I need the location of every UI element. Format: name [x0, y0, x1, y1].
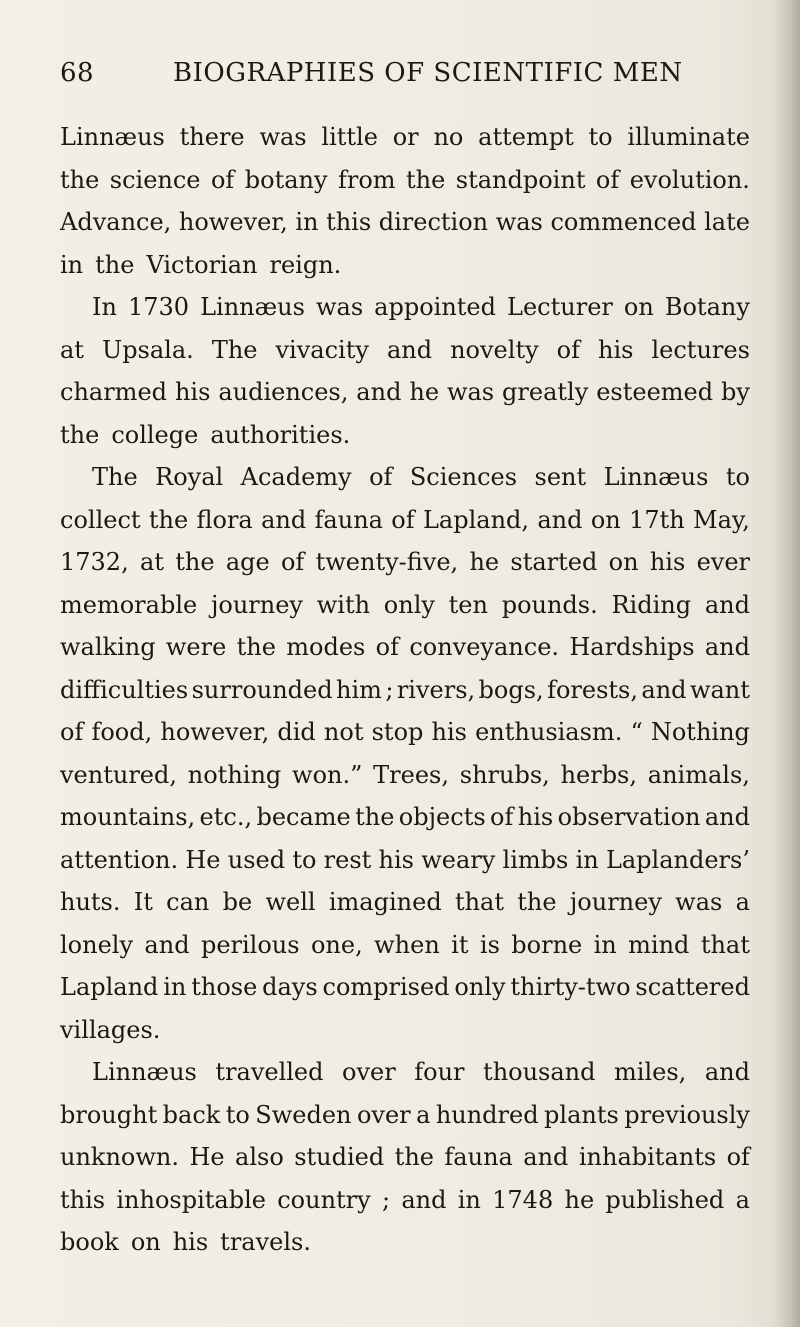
- word: of: [556, 335, 580, 364]
- word: the: [148, 505, 189, 534]
- word: no: [433, 123, 464, 151]
- text-line: [60, 541, 750, 584]
- word: objects: [398, 803, 486, 831]
- word: Lecturer: [507, 293, 613, 321]
- word: difficulties: [60, 675, 189, 704]
- word: on: [608, 548, 639, 576]
- word: 1748: [492, 1185, 554, 1214]
- word: greatly: [502, 378, 589, 406]
- word: the: [355, 803, 395, 831]
- word: in: [163, 973, 187, 1001]
- word: and: [704, 633, 750, 661]
- word: comprised: [322, 973, 450, 1001]
- text-line: [60, 1179, 750, 1222]
- word: one,: [310, 930, 363, 959]
- word: want: [689, 675, 750, 704]
- word: herbs,: [560, 760, 638, 789]
- word: attempt: [478, 123, 574, 151]
- word: of: [375, 633, 399, 661]
- word: only: [454, 973, 506, 1001]
- text-line: [60, 456, 750, 499]
- word: he: [564, 1185, 595, 1214]
- word: and: [537, 505, 583, 534]
- word: late: [704, 208, 750, 236]
- word: The: [92, 463, 138, 491]
- word: twenty-five,: [315, 548, 459, 576]
- word: journey: [210, 590, 303, 619]
- word: shrubs,: [459, 760, 550, 789]
- word: book: [60, 1228, 119, 1256]
- word: the: [394, 1143, 434, 1171]
- word: his: [172, 1228, 209, 1256]
- word: The: [211, 335, 258, 364]
- word: ;: [385, 675, 394, 704]
- word: did: [277, 718, 316, 746]
- word: illuminate: [627, 123, 750, 151]
- word: esteemed: [596, 378, 714, 406]
- word: Advance,: [60, 208, 172, 236]
- word: not: [323, 718, 364, 746]
- word: however,: [178, 208, 288, 236]
- word: Hardships: [569, 633, 695, 661]
- word: ventured,: [60, 760, 177, 789]
- word: 1730: [127, 293, 190, 321]
- text-line: [60, 116, 750, 159]
- text-line: [60, 329, 750, 372]
- text-line: [60, 244, 750, 287]
- word: the: [517, 888, 557, 916]
- word: a: [735, 1185, 750, 1214]
- word: mountains,: [60, 803, 196, 831]
- text-line: [60, 626, 750, 669]
- word: stop: [371, 718, 424, 746]
- word: little: [321, 123, 378, 151]
- word: audiences,: [218, 378, 349, 406]
- word: inhabitants: [578, 1143, 717, 1171]
- word: there: [179, 123, 245, 151]
- word: nothing: [187, 760, 282, 789]
- word: a: [735, 888, 750, 916]
- word: in: [60, 250, 84, 279]
- word: hundred: [435, 1100, 539, 1129]
- word: in: [295, 208, 319, 236]
- word: that: [454, 888, 505, 916]
- word: enthusiasm.: [475, 718, 623, 746]
- word: modes: [286, 633, 366, 661]
- word: unknown.: [60, 1143, 179, 1171]
- word: of: [726, 1143, 750, 1171]
- text-line: [60, 754, 750, 797]
- word: appointed: [374, 293, 496, 321]
- text-line: [60, 711, 750, 754]
- word: previously: [624, 1100, 750, 1129]
- word: was: [675, 888, 723, 916]
- word: in: [593, 930, 617, 959]
- word: May,: [693, 505, 750, 534]
- word: food,: [91, 718, 153, 746]
- word: scattered: [635, 973, 750, 1001]
- page-number: 68: [60, 58, 95, 88]
- word: He: [185, 845, 221, 874]
- word: “: [630, 718, 643, 746]
- word: of: [280, 548, 305, 576]
- word: can: [166, 888, 210, 916]
- word: flora: [196, 505, 253, 534]
- word: authorities.: [210, 420, 351, 449]
- text-line: [60, 584, 750, 627]
- word: Royal: [155, 463, 224, 491]
- word: those: [191, 973, 258, 1001]
- word: on: [623, 293, 654, 321]
- word: charmed: [60, 378, 168, 406]
- word: at: [60, 335, 84, 364]
- word: to: [225, 1100, 250, 1129]
- word: in: [575, 845, 599, 874]
- word: vivacity: [275, 335, 369, 364]
- word: weary: [421, 845, 496, 874]
- word: memorable: [60, 590, 198, 619]
- word: attention.: [60, 845, 179, 874]
- word: also: [235, 1143, 284, 1171]
- word: and: [356, 378, 402, 406]
- word: be: [222, 888, 253, 916]
- word: Upsala.: [101, 335, 194, 364]
- word: evolution.: [629, 165, 750, 194]
- word: over: [342, 1058, 396, 1086]
- word: was: [446, 378, 495, 406]
- text-line: [60, 924, 750, 967]
- word: country: [277, 1185, 371, 1214]
- word: Linnæus: [92, 1058, 197, 1086]
- word: or: [392, 123, 419, 151]
- word: over: [356, 1100, 411, 1129]
- word: of: [490, 803, 514, 831]
- word: days: [262, 973, 318, 1001]
- word: etc.,: [199, 803, 253, 831]
- word: and: [401, 1185, 447, 1214]
- word: of: [391, 505, 415, 534]
- word: studied: [294, 1143, 385, 1171]
- word: when: [374, 930, 440, 959]
- word: huts.: [60, 888, 121, 916]
- word: his: [174, 378, 211, 406]
- word: this: [326, 208, 372, 236]
- text-line: [60, 371, 750, 414]
- word: four: [414, 1058, 465, 1086]
- word: Sciences: [409, 463, 518, 491]
- word: Academy: [240, 463, 352, 491]
- word: only: [383, 590, 435, 619]
- word: a: [416, 1100, 431, 1129]
- word: Linnæus: [60, 123, 165, 151]
- text-line: [60, 1221, 750, 1264]
- word: collect: [60, 505, 141, 534]
- word: and: [523, 1143, 569, 1171]
- word: villages.: [60, 1015, 161, 1044]
- word: observation: [557, 803, 701, 831]
- word: him: [336, 675, 382, 704]
- word: novelty: [450, 335, 539, 364]
- text-line: [60, 286, 750, 329]
- word: this: [60, 1185, 106, 1214]
- text-line: [60, 796, 750, 839]
- word: perilous: [200, 930, 300, 959]
- word: and: [641, 675, 687, 704]
- word: the: [175, 548, 215, 576]
- word: conveyance.: [409, 633, 560, 661]
- word: ;: [381, 1185, 391, 1214]
- word: his: [649, 548, 686, 576]
- text-line: [60, 159, 750, 202]
- word: the: [95, 250, 135, 279]
- word: fauna: [444, 1143, 513, 1171]
- word: thirty-two: [510, 973, 631, 1001]
- word: used: [227, 845, 286, 874]
- word: bogs,: [478, 675, 544, 704]
- word: well: [265, 888, 316, 916]
- word: botany: [244, 165, 328, 194]
- word: college: [111, 420, 199, 449]
- word: inhospitable: [116, 1185, 266, 1214]
- word: Victorian: [146, 250, 258, 279]
- word: forests,: [547, 675, 638, 704]
- word: lonely: [60, 930, 134, 959]
- word: back: [162, 1100, 221, 1129]
- word: at: [140, 548, 164, 576]
- word: journey: [569, 888, 662, 916]
- word: animals,: [647, 760, 750, 789]
- text-line: [60, 414, 750, 457]
- word: direction: [378, 208, 489, 236]
- word: and: [704, 1058, 750, 1086]
- word: the: [236, 633, 276, 661]
- word: mind: [628, 930, 690, 959]
- word: in: [457, 1185, 481, 1214]
- word: however,: [160, 718, 270, 746]
- word: he: [409, 378, 440, 406]
- word: 1732,: [60, 548, 129, 576]
- word: the: [60, 165, 100, 194]
- word: and: [704, 803, 750, 831]
- word: became: [256, 803, 351, 831]
- word: from: [338, 165, 396, 194]
- word: with: [316, 590, 371, 619]
- word: surrounded: [191, 675, 333, 704]
- word: In: [92, 293, 117, 321]
- word: travelled: [215, 1058, 324, 1086]
- word: Nothing: [650, 718, 750, 746]
- word: Botany: [664, 293, 750, 321]
- text-line: [60, 201, 750, 244]
- word: his: [517, 803, 554, 831]
- word: thousand: [483, 1058, 596, 1086]
- word: It: [133, 888, 153, 916]
- text-line: [60, 881, 750, 924]
- word: borne: [511, 930, 583, 959]
- word: on: [130, 1228, 161, 1256]
- word: he: [469, 548, 500, 576]
- word: his: [431, 718, 467, 746]
- word: Lapland,: [422, 505, 530, 534]
- word: by: [721, 378, 750, 406]
- word: ever: [696, 548, 750, 576]
- word: sent: [534, 463, 587, 491]
- word: He: [189, 1143, 225, 1171]
- word: the: [406, 165, 446, 194]
- word: imagined: [328, 888, 442, 916]
- word: rest: [323, 845, 372, 874]
- word: miles,: [614, 1058, 687, 1086]
- word: and: [704, 590, 750, 619]
- word: Linnæus: [200, 293, 305, 321]
- word: started: [510, 548, 598, 576]
- word: and: [144, 930, 190, 959]
- word: Linnæus: [603, 463, 709, 491]
- running-head: [60, 58, 683, 98]
- word: lectures: [651, 335, 750, 364]
- running-head-title: BIOGRAPHIES OF SCIENTIFIC MEN: [173, 58, 683, 88]
- word: travels.: [220, 1228, 311, 1256]
- word: and: [261, 505, 307, 534]
- word: brought: [60, 1100, 158, 1129]
- word: of: [210, 165, 235, 194]
- text-line: [60, 839, 750, 882]
- word: rivers,: [396, 675, 476, 704]
- word: age: [225, 548, 270, 576]
- word: on: [590, 505, 621, 534]
- text-line: [60, 1009, 750, 1052]
- text-line: [60, 1094, 750, 1137]
- word: science: [109, 165, 201, 194]
- word: his: [378, 845, 414, 874]
- word: of: [595, 165, 620, 194]
- word: was: [495, 208, 543, 236]
- word: to: [588, 123, 613, 151]
- word: was: [259, 123, 307, 151]
- word: Sweden: [255, 1100, 352, 1129]
- word: walking: [60, 633, 156, 661]
- word: ten: [448, 590, 488, 619]
- word: Riding: [611, 590, 692, 619]
- word: to: [725, 463, 750, 491]
- word: Laplanders’: [605, 845, 750, 874]
- text-line: [60, 1051, 750, 1094]
- word: standpoint: [455, 165, 586, 194]
- word: Trees,: [373, 760, 450, 789]
- word: to: [292, 845, 317, 874]
- word: it: [451, 930, 469, 959]
- word: reign.: [269, 250, 342, 279]
- word: his: [598, 335, 634, 364]
- word: of: [60, 718, 84, 746]
- text-line: [60, 499, 750, 542]
- word: that: [700, 930, 750, 959]
- word: pounds.: [501, 590, 598, 619]
- text-line: [60, 966, 750, 1009]
- word: of: [369, 463, 393, 491]
- body-text: [60, 116, 750, 1264]
- page-edge-shadow: [774, 0, 800, 1327]
- word: limbs: [502, 845, 569, 874]
- word: was: [315, 293, 364, 321]
- word: and: [386, 335, 433, 364]
- word: Lapland: [60, 973, 159, 1001]
- text-line: [60, 669, 750, 712]
- word: fauna: [314, 505, 383, 534]
- word: plants: [544, 1100, 619, 1129]
- word: the: [60, 420, 100, 449]
- word: 17th: [629, 505, 685, 534]
- word: commenced: [550, 208, 697, 236]
- word: published: [605, 1185, 725, 1214]
- word: is: [479, 930, 500, 959]
- text-line: [60, 1136, 750, 1179]
- word: were: [165, 633, 227, 661]
- word: won.”: [292, 760, 363, 789]
